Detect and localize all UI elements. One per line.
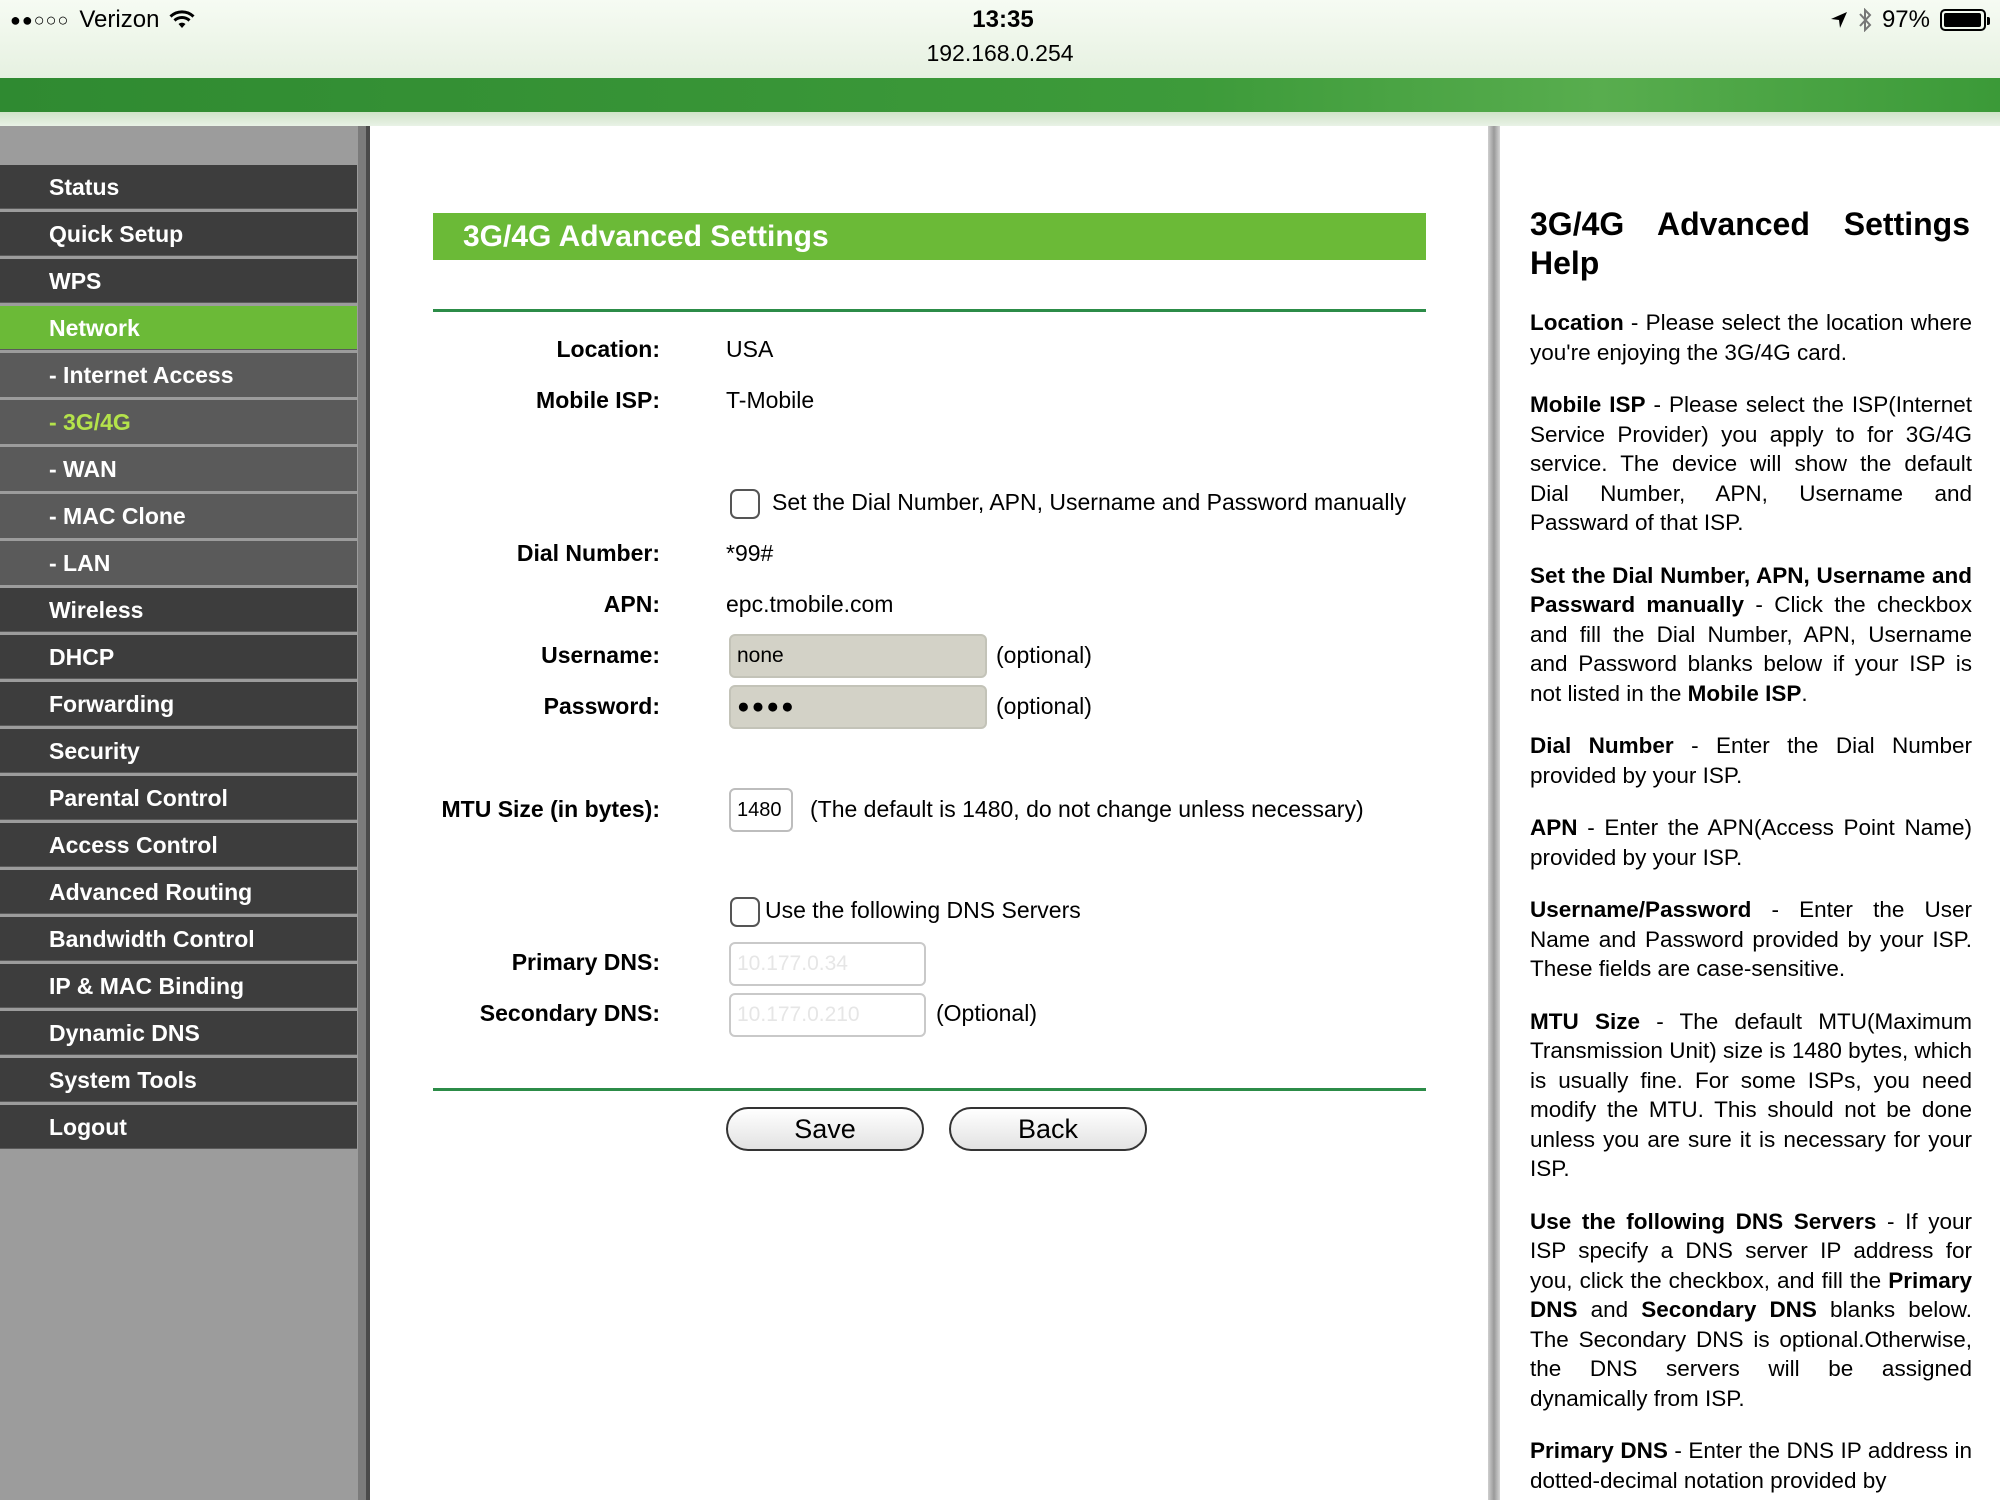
help-term: Primary DNS — [1530, 1438, 1668, 1463]
manual-settings-label: Set the Dial Number, APN, Username and Password manually — [772, 489, 1407, 515]
help-text: - Please select the ISP(Internet Service Provider) you apply to for 3G/4G service. The device will show the default Dial Number, APN, Username and Passward of that ISP. — [1530, 392, 1972, 535]
sidebar-item-wps[interactable]: WPS — [0, 259, 357, 303]
sidebar-item-lan[interactable]: - LAN — [0, 541, 357, 585]
help-title-line2: Help — [1530, 245, 1600, 281]
battery-percent: 97% — [1881, 6, 1930, 33]
carrier-name: Verizon — [79, 6, 160, 33]
mtu-size-label: MTU Size (in bytes): — [441, 796, 660, 822]
sidebar-item-logout[interactable]: Logout — [0, 1105, 357, 1149]
bluetooth-icon — [1858, 8, 1872, 32]
help-text: - Enter the User Name and Password provided by your ISP. These fields are case-sensitive. — [1530, 897, 1972, 981]
location-arrow-icon — [1830, 11, 1848, 29]
mtu-size-input[interactable] — [729, 788, 793, 832]
help-text: - Click the checkbox and fill the Dial Number, APN, Username and Password blanks below if your ISP is not listed in the — [1530, 592, 1972, 706]
sidebar-item-ip-mac-binding[interactable]: IP & MAC Binding — [0, 964, 357, 1008]
save-button[interactable]: Save — [726, 1107, 924, 1151]
username-label: Username: — [541, 642, 660, 668]
back-button[interactable]: Back — [949, 1107, 1147, 1151]
sidebar-item-internet-access[interactable]: - Internet Access — [0, 353, 357, 397]
sidebar-item-advanced-routing[interactable]: Advanced Routing — [0, 870, 357, 914]
apn-value: epc.tmobile.com — [726, 591, 894, 617]
apn-label: APN: — [603, 591, 660, 617]
password-optional-note: (optional) — [996, 693, 1092, 719]
address-bar-url[interactable]: 192.168.0.254 — [926, 40, 1074, 66]
header-divider — [0, 112, 2000, 126]
sidebar-item-system-tools[interactable]: System Tools — [0, 1058, 357, 1102]
help-term: Location — [1530, 310, 1624, 335]
battery-icon — [1940, 9, 1986, 31]
help-text: . — [1801, 680, 1808, 706]
status-right — [1830, 6, 1986, 34]
help-term: Use the following DNS Servers — [1530, 1208, 1877, 1234]
help-apn — [1530, 813, 1972, 872]
page-title: 3G/4G Advanced Settings — [433, 213, 1426, 260]
header-banner — [0, 78, 2000, 112]
mobile-isp-value: T-Mobile — [726, 387, 815, 413]
top-divider — [433, 309, 1426, 312]
help-location — [1530, 308, 1972, 367]
sidebar-item-status[interactable]: Status — [0, 165, 357, 209]
help-mtu-size — [1530, 1007, 1972, 1184]
battery-level — [1944, 13, 1981, 27]
help-text: - Enter the DNS IP address in dotted-decimal notation provided by — [1530, 1438, 1972, 1493]
secondary-dns-label: Secondary DNS: — [479, 1000, 660, 1026]
help-term: MTU Size — [1530, 1008, 1640, 1034]
dns-servers-label: Use the following DNS Servers — [765, 897, 1081, 923]
dns-servers-checkbox[interactable] — [730, 897, 760, 927]
help-term: Dial Number — [1530, 733, 1674, 758]
help-dial-number — [1530, 731, 1972, 790]
location-value: USA — [726, 336, 774, 362]
username-input[interactable] — [729, 634, 987, 678]
help-title-line1: 3G/4G Advanced Settings — [1530, 206, 1970, 242]
help-term: APN — [1530, 815, 1578, 840]
dial-number-label: Dial Number: — [516, 540, 660, 566]
bottom-divider — [433, 1088, 1426, 1091]
help-primary-dns — [1530, 1436, 1972, 1495]
sidebar-item-forwarding[interactable]: Forwarding — [0, 682, 357, 726]
help-text: - Please select the location where you're enjoying the 3G/4G card. — [1530, 310, 1972, 365]
location-label: Location: — [556, 336, 660, 362]
primary-dns-input[interactable] — [729, 942, 926, 986]
sidebar-item-bandwidth-control[interactable]: Bandwidth Control — [0, 917, 357, 961]
sidebar-item-wireless[interactable]: Wireless — [0, 588, 357, 632]
password-label: Password: — [543, 693, 660, 719]
help-body — [1530, 308, 1972, 1500]
help-dns-servers — [1530, 1207, 1972, 1414]
sidebar-item-dynamic-dns[interactable]: Dynamic DNS — [0, 1011, 357, 1055]
sidebar-item-network[interactable]: Network — [0, 306, 357, 350]
sidebar-item-quick-setup[interactable]: Quick Setup — [0, 212, 357, 256]
dial-number-value: *99# — [726, 540, 774, 566]
password-input[interactable] — [729, 685, 987, 729]
username-optional-note: (optional) — [996, 642, 1092, 668]
sidebar-item-3g4g[interactable]: - 3G/4G — [0, 400, 357, 444]
help-username-password — [1530, 895, 1972, 984]
mtu-default-note: (The default is 1480, do not change unless necessary) — [810, 796, 1364, 822]
help-term: Mobile ISP — [1687, 680, 1802, 706]
sidebar-edge — [358, 126, 366, 1500]
primary-dns-label: Primary DNS: — [511, 949, 660, 975]
help-term: Username/Password — [1530, 897, 1752, 922]
sidebar-menu — [0, 165, 357, 1152]
sidebar-item-access-control[interactable]: Access Control — [0, 823, 357, 867]
help-text: - If your ISP specify a DNS server IP address for you, click the checkbox, and fill the — [1530, 1208, 1972, 1293]
sidebar-item-wan[interactable]: - WAN — [0, 447, 357, 491]
help-text: - The default MTU(Maximum Transmission Unit) size is 1480 bytes, which is usually fine. For some ISPs, you need modify the MTU. This should not be done unless you are sure it is necessary for your ISP. — [1530, 1008, 1972, 1181]
secondary-dns-input[interactable] — [729, 993, 926, 1037]
help-title — [1530, 205, 1970, 283]
help-term: Secondary DNS — [1641, 1297, 1817, 1322]
help-mobile-isp — [1530, 390, 1972, 538]
sidebar-item-mac-clone[interactable]: - MAC Clone — [0, 494, 357, 538]
help-text: and — [1577, 1297, 1642, 1322]
status-bar — [0, 0, 2000, 78]
sidebar-item-parental-control[interactable]: Parental Control — [0, 776, 357, 820]
sidebar-item-security[interactable]: Security — [0, 729, 357, 773]
clock: 13:35 — [972, 6, 1034, 33]
help-term: Primary DNS — [1530, 1267, 1972, 1322]
help-text: - Enter the APN(Access Point Name) provided by your ISP. — [1530, 815, 1972, 870]
sidebar-item-dhcp[interactable]: DHCP — [0, 635, 357, 679]
secondary-dns-optional-note: (Optional) — [936, 1000, 1037, 1026]
help-term: Mobile ISP — [1530, 392, 1646, 417]
manual-settings-checkbox[interactable] — [730, 489, 760, 519]
help-text: - Enter the Dial Number provided by your ISP. — [1530, 733, 1973, 788]
mobile-isp-label: Mobile ISP: — [536, 387, 660, 413]
help-manual — [1530, 561, 1972, 709]
help-term: Set the Dial Number, APN, Username and Passward manually — [1530, 562, 1972, 617]
help-text: blanks below. The Secondary DNS is optional.Otherwise, the DNS servers will be assigned dynamically from ISP. — [1530, 1297, 1973, 1411]
signal-strength-icon: ●●○○○ — [10, 9, 70, 30]
panel-divider — [1488, 126, 1500, 1500]
